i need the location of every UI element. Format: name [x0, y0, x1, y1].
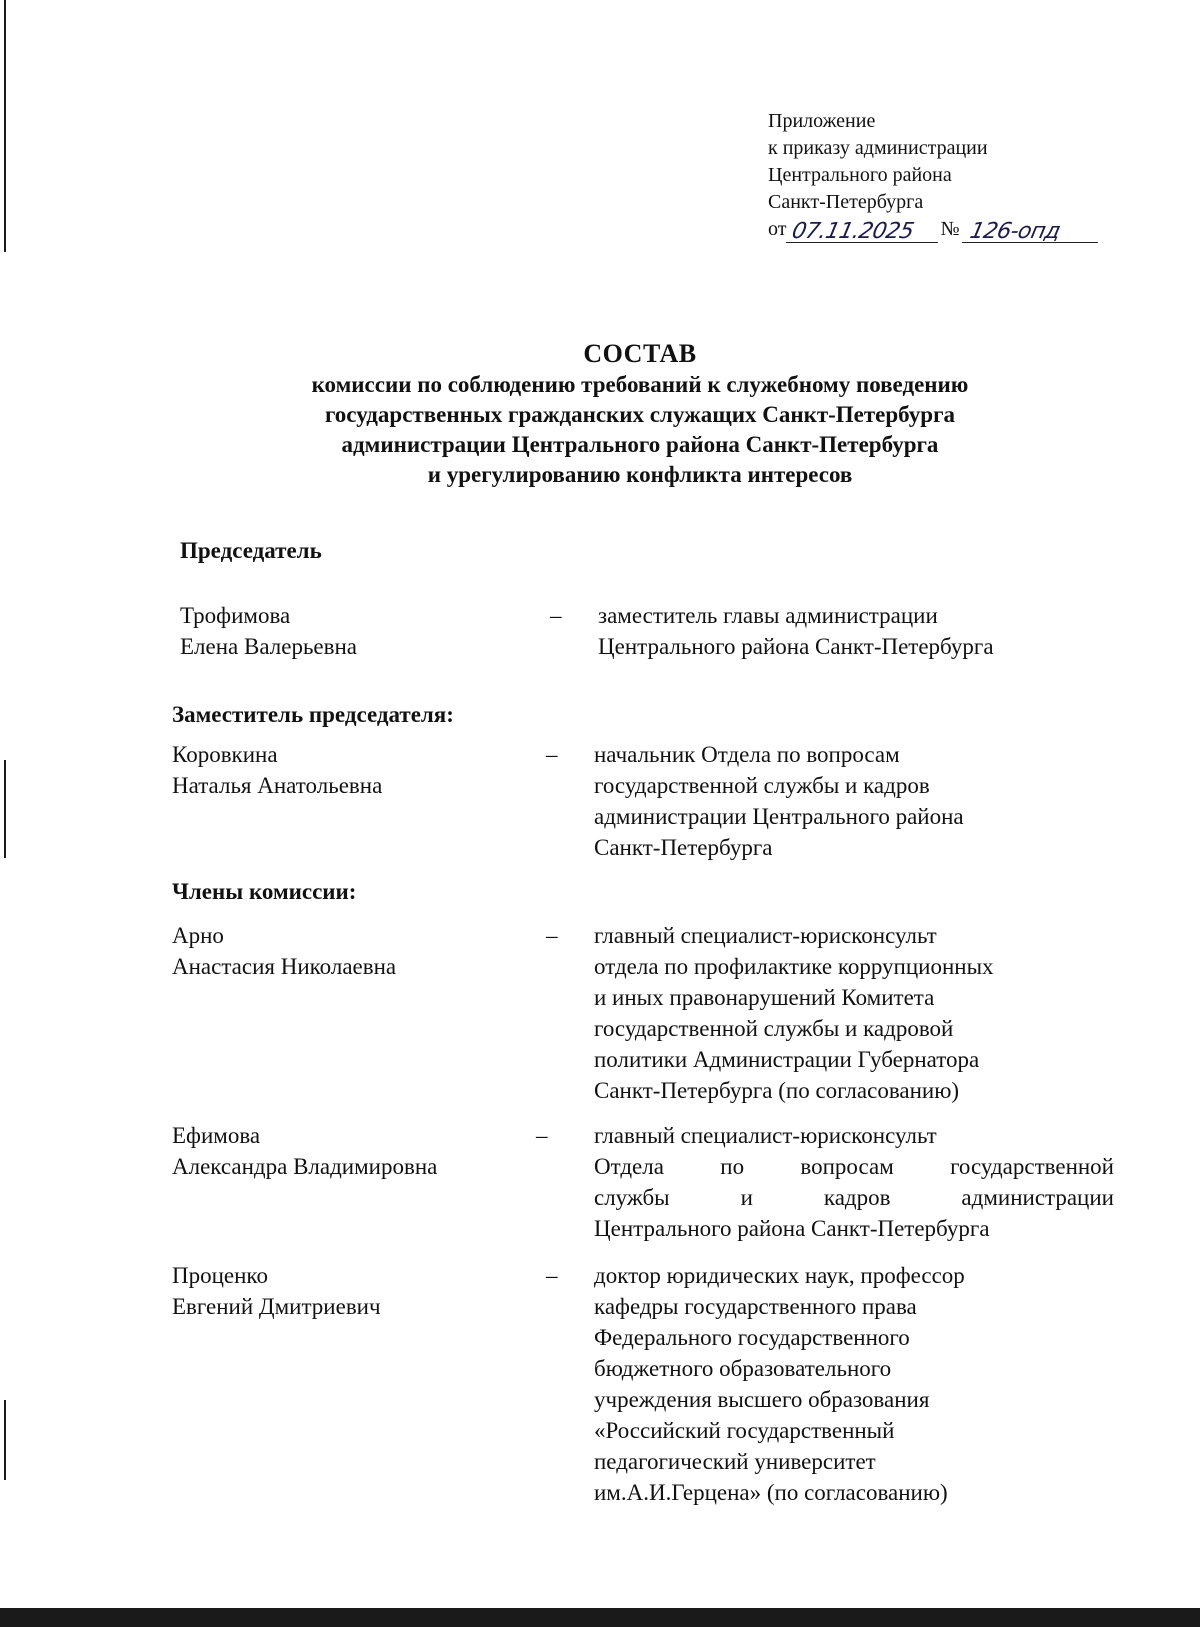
dash: – [546, 1263, 558, 1288]
member-role [594, 920, 1114, 1106]
scan-bottom-border [0, 1608, 1200, 1627]
appendix-line: к приказу администрации [768, 137, 988, 159]
member-role [598, 600, 1118, 662]
section-heading-deputy: Заместитель председателя: [172, 702, 454, 727]
member-given-name: Евгений Дмитриевич [172, 1294, 381, 1319]
dash: – [546, 923, 558, 948]
member-entry [180, 600, 1130, 662]
appendix-line: Приложение [768, 110, 876, 132]
role-line: отдела по профилактике коррупционных [594, 954, 994, 979]
member-surname: Ефимова [172, 1123, 261, 1148]
dash: – [546, 742, 558, 767]
role-line: кафедры государственного права [594, 1294, 917, 1319]
role-line: Санкт-Петербурга (по согласованию) [594, 1078, 960, 1103]
member-role [594, 1120, 1114, 1244]
document-title [0, 338, 1200, 490]
role-line: Центрального района Санкт-Петербурга [598, 634, 994, 659]
member-given-name: Анастасия Николаевна [172, 954, 397, 979]
title-main: СОСТАВ [583, 339, 697, 368]
role-line: начальник Отдела по вопросам [594, 742, 900, 767]
appendix-line: Санкт-Петербурга [768, 191, 924, 213]
member-given-name: Елена Валерьевна [180, 634, 358, 659]
handwritten-number: 126-опд [961, 222, 1101, 243]
role-line: им.А.И.Герцена» (по согласованию) [594, 1480, 948, 1505]
member-given-name: Александра Владимировна [172, 1154, 438, 1179]
title-line: комиссии по соблюдению требований к служебному поведению [311, 372, 969, 397]
role-line: доктор юридических наук, профессор [594, 1263, 965, 1288]
handwritten-date: 07.11.2025 [786, 222, 942, 243]
title-line: администрации Центрального района Санкт-Петербурга [341, 432, 939, 457]
member-role [594, 739, 1114, 863]
scan-left-edge-mark [4, 760, 6, 858]
role-line: Центрального района Санкт-Петербурга [594, 1216, 990, 1241]
member-entry [172, 920, 1122, 1106]
member-name [172, 739, 546, 863]
scan-left-edge-mark [4, 0, 6, 252]
number-prefix: № [940, 218, 960, 240]
role-line: службы и кадров администрации [594, 1185, 1114, 1210]
order-date-number-row [768, 216, 1100, 243]
role-line: государственной службы и кадров [594, 773, 930, 798]
role-line: администрации Центрального района [594, 804, 964, 829]
appendix-block [768, 108, 1100, 243]
member-entry [172, 1260, 1122, 1508]
role-line: Отдела по вопросам государственной [594, 1154, 1114, 1179]
section-heading-members: Члены комиссии: [172, 879, 357, 904]
member-surname: Трофимова [180, 603, 291, 628]
member-name [172, 1120, 536, 1244]
role-line: Федерального государственного [594, 1325, 910, 1350]
member-name [180, 600, 550, 662]
member-surname: Проценко [172, 1263, 268, 1288]
member-entry [172, 1120, 1122, 1244]
role-line: «Российский государственный [594, 1418, 895, 1443]
role-line: и иных правонарушений Комитета [594, 985, 935, 1010]
dash: – [550, 603, 562, 628]
member-entry [172, 739, 1122, 863]
role-line: государственной службы и кадровой [594, 1016, 954, 1041]
member-name [172, 920, 546, 1106]
title-line: и урегулированию конфликта интересов [427, 462, 853, 487]
role-line: бюджетного образовательного [594, 1356, 892, 1381]
role-line: педагогический университет [594, 1449, 876, 1474]
dash: – [536, 1123, 548, 1148]
role-line: заместитель главы администрации [598, 603, 938, 628]
date-prefix: от [768, 218, 787, 240]
role-line: главный специалист-юрисконсульт [594, 1123, 937, 1148]
title-line: государственных гражданских служащих Санкт-Петербурга [324, 402, 956, 427]
role-line: Санкт-Петербурга [594, 835, 773, 860]
section-heading-chair: Председатель [180, 538, 322, 563]
role-line: главный специалист-юрисконсульт [594, 923, 937, 948]
role-line: политики Администрации Губернатора [594, 1047, 980, 1072]
member-name [172, 1260, 546, 1508]
member-surname: Коровкина [172, 742, 278, 767]
scan-left-edge-mark [4, 1400, 6, 1480]
member-given-name: Наталья Анатольевна [172, 773, 383, 798]
role-line: учреждения высшего образования [594, 1387, 930, 1412]
appendix-line: Центрального района [768, 164, 952, 186]
member-surname: Арно [172, 923, 224, 948]
member-role [594, 1260, 1114, 1508]
